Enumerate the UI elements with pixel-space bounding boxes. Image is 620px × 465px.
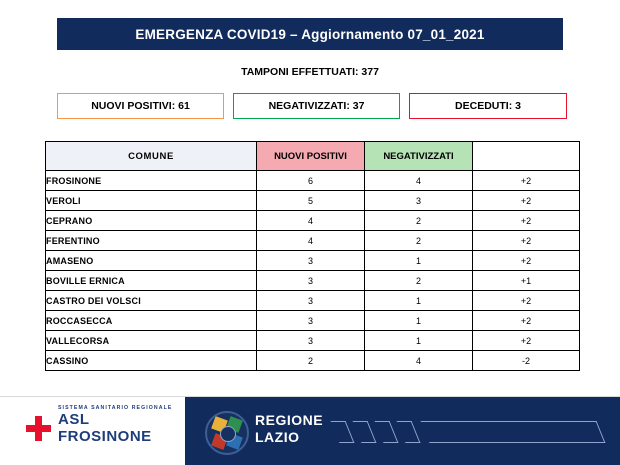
cell-comune: FERENTINO [46, 231, 257, 251]
summary-negativizzati-label: NEGATIVIZZATI: 37 [268, 100, 365, 112]
cell-comune: CEPRANO [46, 211, 257, 231]
summary-nuovi-positivi [57, 93, 224, 119]
footer [0, 397, 620, 465]
cell-positivi: 2 [257, 351, 365, 371]
regione-lazio-text [255, 412, 323, 446]
cell-positivi: 6 [257, 171, 365, 191]
cell-negativizzati: 2 [365, 271, 473, 291]
regione-line2: LAZIO [255, 429, 300, 445]
table-header-negativizzati: NEGATIVIZZATI [365, 142, 473, 171]
cell-negativizzati: 1 [365, 331, 473, 351]
table-header-comune: COMUNE [46, 142, 257, 171]
cell-negativizzati: 2 [365, 231, 473, 251]
cell-negativizzati: 4 [365, 351, 473, 371]
chevron-decor-icon [397, 421, 421, 443]
regione-line1: REGIONE [255, 412, 324, 428]
cell-delta: +2 [473, 291, 580, 311]
comuni-table-wrapper [45, 141, 575, 371]
regione-lazio-emblem-icon [205, 411, 249, 455]
table-header-row [46, 142, 580, 171]
table-row [46, 331, 580, 351]
medical-cross-icon [26, 416, 51, 441]
asl-frosinone-logo [18, 404, 183, 454]
summary-nuovi-positivi-label: NUOVI POSITIVI: 61 [91, 100, 190, 112]
comuni-table [45, 141, 580, 371]
table-header-delta [473, 142, 580, 171]
table-row [46, 291, 580, 311]
cell-comune: ROCCASECCA [46, 311, 257, 331]
cell-comune: VALLECORSA [46, 331, 257, 351]
cell-delta: +2 [473, 211, 580, 231]
summary-boxes [57, 93, 567, 119]
regione-lazio-banner [185, 397, 620, 465]
chevron-decor-icon [353, 421, 377, 443]
cell-positivi: 3 [257, 291, 365, 311]
summary-deceduti [409, 93, 567, 119]
cell-delta: +2 [473, 231, 580, 251]
table-row [46, 311, 580, 331]
chevron-decor-icon [331, 421, 355, 443]
cell-comune: CASSINO [46, 351, 257, 371]
table-body [46, 171, 580, 371]
cell-delta: +2 [473, 331, 580, 351]
cell-negativizzati: 3 [365, 191, 473, 211]
table-header-nuovi-positivi: NUOVI POSITIVI [257, 142, 365, 171]
cell-negativizzati: 1 [365, 291, 473, 311]
cell-comune: VEROLI [46, 191, 257, 211]
tamponi-effettuati-text: TAMPONI EFFETTUATI: 377 [241, 66, 379, 78]
cell-delta: +2 [473, 251, 580, 271]
asl-subname: FROSINONE [58, 428, 152, 445]
table-row [46, 351, 580, 371]
cell-delta: +1 [473, 271, 580, 291]
cell-positivi: 3 [257, 251, 365, 271]
cell-positivi: 3 [257, 331, 365, 351]
table-row [46, 231, 580, 251]
cell-positivi: 3 [257, 311, 365, 331]
cell-negativizzati: 4 [365, 171, 473, 191]
summary-deceduti-label: DECEDUTI: 3 [455, 100, 521, 112]
header-banner [57, 18, 563, 50]
table-row [46, 211, 580, 231]
cell-negativizzati: 1 [365, 251, 473, 271]
cell-positivi: 4 [257, 231, 365, 251]
table-row [46, 251, 580, 271]
cell-negativizzati: 2 [365, 211, 473, 231]
cell-positivi: 4 [257, 211, 365, 231]
table-row [46, 191, 580, 211]
cell-positivi: 3 [257, 271, 365, 291]
cell-comune: FROSINONE [46, 171, 257, 191]
asl-name: ASL [58, 411, 90, 428]
summary-negativizzati [233, 93, 400, 119]
cell-negativizzati: 1 [365, 311, 473, 331]
cell-delta: -2 [473, 351, 580, 371]
cell-comune: BOVILLE ERNICA [46, 271, 257, 291]
page-title: EMERGENZA COVID19 – Aggiornamento 07_01_2021 [135, 26, 485, 42]
table-row [46, 271, 580, 291]
asl-top-line: SISTEMA SANITARIO REGIONALE [58, 405, 173, 411]
cell-comune: CASTRO DEI VOLSCI [46, 291, 257, 311]
cell-delta: +2 [473, 311, 580, 331]
cell-comune: AMASENO [46, 251, 257, 271]
cell-delta: +2 [473, 171, 580, 191]
chevron-decor-icon [375, 421, 399, 443]
cell-delta: +2 [473, 191, 580, 211]
cell-positivi: 5 [257, 191, 365, 211]
chevron-long-decor-icon [421, 421, 606, 443]
table-row [46, 171, 580, 191]
